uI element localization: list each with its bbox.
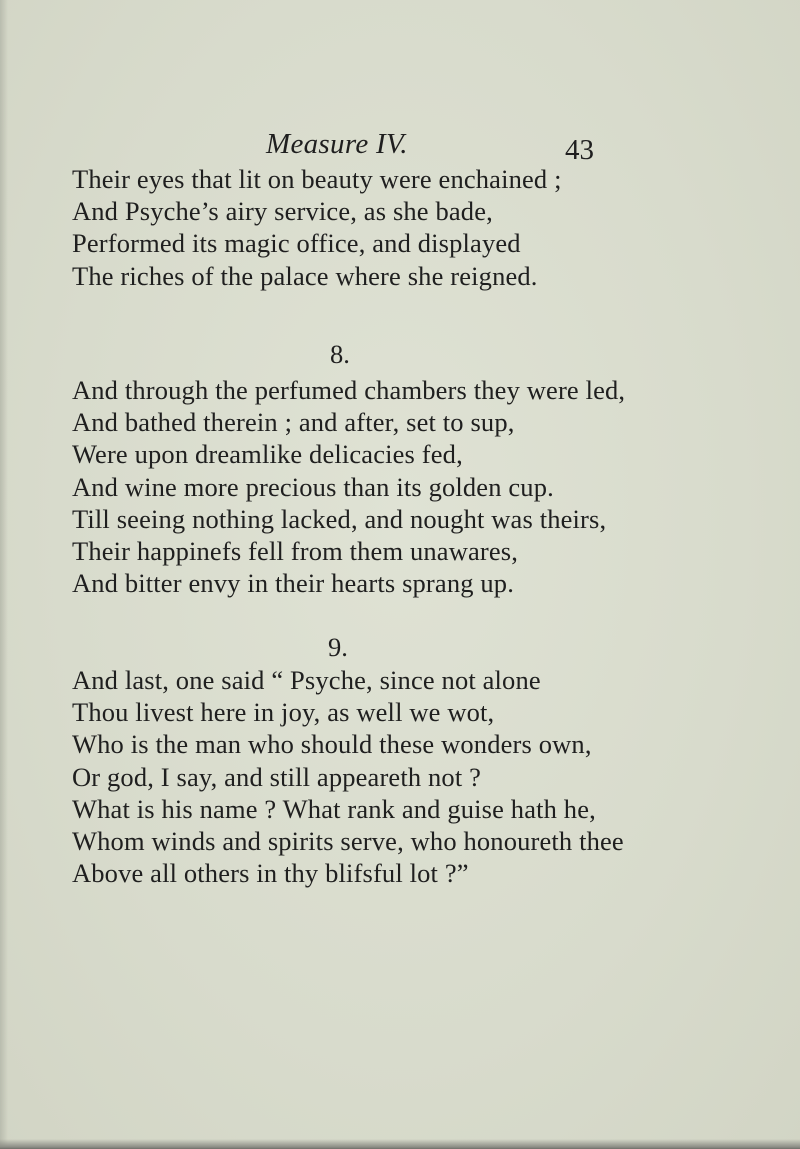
verse-line: Above all others in thy blifsful lot ?” — [72, 858, 469, 889]
stanza-8 — [72, 374, 712, 599]
verse-line: And last, one said “ Psyche, since not alone — [72, 665, 541, 695]
verse-line: And Psyche’s airy service, as she bade, — [72, 196, 493, 227]
verse-line: And bitter envy in their hearts sprang up. — [72, 568, 514, 599]
verse-line: Whom winds and spirits serve, who honoureth thee — [72, 825, 624, 856]
verse-line: Thou livest here in joy, as well we wot, — [72, 697, 495, 728]
verse-line: Or god, I say, and still appeareth not ? — [72, 761, 482, 792]
page-number: 43 — [565, 134, 594, 166]
verse-line: Were upon dreamlike delicacies fed, — [72, 439, 463, 470]
verse-line: And bathed therein ; and after, set to sup, — [72, 407, 515, 438]
stanza-9 — [72, 664, 712, 889]
verse-line: And wine more precious than its golden cup. — [72, 471, 554, 502]
page-bottom-edge — [0, 1139, 800, 1149]
stanza-number: 8. — [330, 339, 350, 369]
verse-line: The riches of the palace where she reigned. — [72, 260, 538, 291]
stanza-continued — [72, 163, 712, 292]
running-title: Measure IV. — [266, 128, 408, 160]
verse-line: Till seeing nothing lacked, and nought was theirs, — [72, 503, 607, 534]
verse-line: Who is the man who should these wonders own, — [72, 729, 592, 760]
stanza-number: 9. — [328, 632, 348, 662]
verse-line: Performed its magic office, and displayed — [72, 228, 521, 259]
verse-line: Their eyes that lit on beauty were enchained ; — [72, 164, 562, 194]
verse-line: And through the perfumed chambers they were led, — [72, 375, 626, 405]
verse-line: What is his name ? What rank and guise hath he, — [72, 793, 596, 824]
verse-line: Their happinefs fell from them unawares, — [72, 535, 519, 566]
